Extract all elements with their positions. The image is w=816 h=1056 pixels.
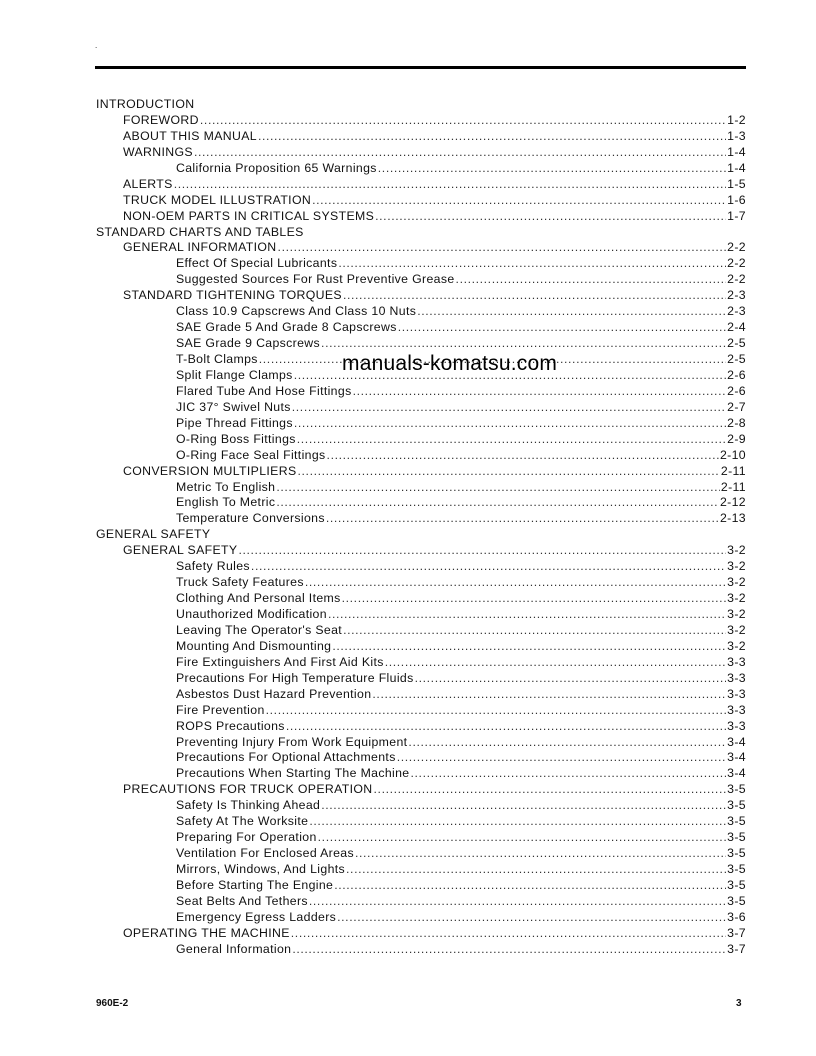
dot-leader <box>456 272 727 288</box>
dot-leader <box>374 782 727 798</box>
toc-entry-title: Pipe Thread Fittings <box>176 415 293 430</box>
toc-page-number: 2-6 <box>727 367 746 382</box>
toc-entry-title: Fire Prevention <box>176 702 265 717</box>
toc-page-number: 2-11 <box>720 479 746 494</box>
toc-entry-title: GENERAL SAFETY <box>123 543 238 558</box>
toc-entry-title: Preparing For Operation <box>176 830 317 845</box>
toc-section[interactable] <box>96 225 746 241</box>
toc-entry-title: Split Flange Clamps <box>176 367 293 382</box>
dot-leader <box>294 416 726 432</box>
toc-page-number: 3-7 <box>727 941 746 956</box>
toc-page-number: 3-2 <box>727 638 746 653</box>
toc-entry-title: Precautions For High Temperature Fluids <box>176 670 414 685</box>
toc-page-number: 2-9 <box>727 431 746 446</box>
toc-entry[interactable] <box>96 288 746 304</box>
toc-entry[interactable] <box>96 846 746 862</box>
toc-entry[interactable] <box>96 814 746 830</box>
toc-section-title: GENERAL SAFETY <box>96 527 211 542</box>
dot-leader <box>276 495 719 511</box>
toc-entry[interactable] <box>96 432 746 448</box>
table-of-contents <box>96 97 746 958</box>
toc-page-number: 1-6 <box>727 192 746 207</box>
toc-page-number: 1-7 <box>727 208 746 223</box>
toc-entry-title: Temperature Conversions <box>176 511 325 526</box>
toc-entry-title: SAE Grade 5 And Grade 8 Capscrews <box>176 320 397 335</box>
toc-page-number: 2-8 <box>727 415 746 430</box>
toc-page-number: 3-2 <box>727 622 746 637</box>
dot-leader <box>194 145 726 161</box>
toc-entry-title: GENERAL INFORMATION <box>123 240 277 255</box>
toc-entry[interactable] <box>96 830 746 846</box>
toc-page-number: 3-2 <box>727 559 746 574</box>
toc-page-number: 3-5 <box>727 830 746 845</box>
toc-entry-title: O-Ring Face Seal Fittings <box>176 447 326 462</box>
toc-entry-title: Flared Tube And Hose Fittings <box>176 383 352 398</box>
toc-page-number: 3-6 <box>727 909 746 924</box>
toc-entry-title: Emergency Egress Ladders <box>176 909 337 924</box>
toc-entry-title: Leaving The Operator's Seat <box>176 622 343 637</box>
toc-page-number: 3-5 <box>727 893 746 908</box>
toc-page-number: 3-3 <box>727 718 746 733</box>
toc-entry[interactable] <box>96 766 746 782</box>
dot-leader <box>397 750 726 766</box>
dot-leader <box>312 193 726 209</box>
footer-model: 960E-2 <box>96 998 129 1009</box>
dot-leader <box>346 862 726 878</box>
toc-entry-title: O-Ring Boss Fittings <box>176 431 296 446</box>
dot-leader <box>342 591 727 607</box>
toc-page-number: 3-5 <box>727 798 746 813</box>
toc-entry-title: NON-OEM PARTS IN CRITICAL SYSTEMS <box>123 208 375 223</box>
toc-page-number: 3-4 <box>727 750 746 765</box>
toc-page-number: 2-10 <box>719 447 746 462</box>
toc-entry[interactable] <box>96 400 746 416</box>
dot-leader <box>332 639 726 655</box>
toc-page-number: 1-4 <box>727 160 746 175</box>
dot-leader <box>309 814 726 830</box>
toc-entry[interactable] <box>96 177 746 193</box>
toc-section[interactable] <box>96 527 746 543</box>
toc-entry-title: Fire Extinguishers And First Aid Kits <box>176 654 384 669</box>
toc-page-number: 3-5 <box>727 782 746 797</box>
toc-entry[interactable] <box>96 161 746 177</box>
toc-entry-title: California Proposition 65 Warnings <box>176 160 377 175</box>
toc-entry-title: Safety Rules <box>176 559 250 574</box>
toc-entry[interactable] <box>96 480 746 496</box>
toc-entry[interactable] <box>96 145 746 161</box>
toc-page-number: 2-5 <box>727 352 746 366</box>
dot-leader <box>411 766 727 782</box>
toc-entry[interactable] <box>96 272 746 288</box>
dot-leader <box>298 464 720 480</box>
toc-entry[interactable] <box>96 591 746 607</box>
toc-entry-title: Precautions For Optional Attachments <box>176 750 396 765</box>
toc-entry-title: Mounting And Dismounting <box>176 638 332 653</box>
dot-leader <box>338 256 726 272</box>
toc-entry[interactable] <box>96 735 746 751</box>
toc-entry[interactable] <box>96 320 746 336</box>
toc-page-number: 2-3 <box>727 304 746 319</box>
toc-page-number: 2-12 <box>719 495 746 510</box>
dot-leader <box>297 432 726 448</box>
toc-entry-title: Unauthorized Modification <box>176 607 327 621</box>
toc-page-number: 1-4 <box>727 144 746 159</box>
toc-page-number: 3-5 <box>727 846 746 861</box>
toc-entry[interactable] <box>96 193 746 209</box>
toc-page-number: 3-5 <box>727 862 746 876</box>
toc-entry-title: PRECAUTIONS FOR TRUCK OPERATION <box>123 782 373 797</box>
dot-leader <box>417 304 726 320</box>
toc-entry[interactable] <box>96 304 746 320</box>
toc-entry-title: English To Metric <box>176 495 276 510</box>
toc-entry-title: Preventing Injury From Work Equipment <box>176 734 408 749</box>
dot-leader <box>266 703 727 719</box>
toc-entry[interactable] <box>96 910 746 926</box>
toc-entry[interactable] <box>96 575 746 591</box>
toc-entry-title: WARNINGS <box>123 144 193 159</box>
toc-page-number: 2-7 <box>727 399 746 414</box>
dot-leader <box>305 575 726 591</box>
toc-page-number: 3-3 <box>727 686 746 701</box>
dot-leader <box>318 830 727 846</box>
toc-entry[interactable] <box>96 750 746 766</box>
dot-leader <box>353 384 727 400</box>
dot-leader <box>174 177 726 193</box>
toc-page-number: 3-2 <box>727 591 746 606</box>
toc-entry-title: Ventilation For Enclosed Areas <box>176 846 354 861</box>
toc-page-number: 3-2 <box>727 543 746 558</box>
toc-page-number: 2-4 <box>727 320 746 335</box>
toc-page-number: 3-4 <box>727 766 746 781</box>
dot-leader <box>278 240 727 256</box>
toc-page-number: 3-5 <box>727 877 746 892</box>
dot-leader <box>251 559 726 575</box>
dot-leader <box>321 336 726 352</box>
toc-entry[interactable] <box>96 862 746 878</box>
toc-entry[interactable] <box>96 448 746 464</box>
toc-entry[interactable] <box>96 703 746 719</box>
toc-entry[interactable] <box>96 256 746 272</box>
toc-entry-title: ROPS Precautions <box>176 718 285 733</box>
toc-page-number: 1-3 <box>727 128 746 143</box>
toc-entry-title: Effect Of Special Lubricants <box>176 256 338 271</box>
toc-entry[interactable] <box>96 878 746 894</box>
toc-entry-title: Seat Belts And Tethers <box>176 893 308 908</box>
toc-entry-title: Metric To English <box>176 479 276 494</box>
toc-entry-title: OPERATING THE MACHINE <box>123 925 290 940</box>
dot-leader <box>286 719 726 735</box>
toc-section-title: INTRODUCTION <box>96 97 195 111</box>
toc-entry[interactable] <box>96 559 746 575</box>
toc-entry[interactable] <box>96 655 746 671</box>
toc-entry-title: ABOUT THIS MANUAL <box>123 128 257 143</box>
toc-entry[interactable] <box>96 671 746 687</box>
toc-entry[interactable] <box>96 464 746 480</box>
dot-leader <box>292 400 726 416</box>
dot-leader <box>375 209 726 225</box>
toc-page-number: 3-7 <box>727 925 746 940</box>
toc-page-number: 2-3 <box>727 288 746 303</box>
dot-leader <box>292 942 726 958</box>
dot-leader <box>398 320 726 336</box>
toc-entry[interactable] <box>96 416 746 432</box>
dot-leader <box>258 129 726 145</box>
toc-entry-title: STANDARD TIGHTENING TORQUES <box>123 288 342 303</box>
toc-page-number: 2-2 <box>727 272 746 287</box>
dot-leader <box>327 448 719 464</box>
toc-entry[interactable] <box>96 209 746 225</box>
toc-page-number: 2-13 <box>719 511 746 526</box>
toc-entry-title: Class 10.9 Capscrews And Class 10 Nuts <box>176 304 417 319</box>
toc-page-number: 3-4 <box>727 734 746 749</box>
toc-entry[interactable] <box>96 687 746 703</box>
toc-entry[interactable] <box>96 384 746 400</box>
dot-leader <box>372 687 726 703</box>
toc-page-number: 1-5 <box>727 176 746 191</box>
toc-page-number: 2-2 <box>727 240 746 255</box>
toc-entry[interactable] <box>96 607 746 623</box>
toc-entry[interactable] <box>96 719 746 735</box>
toc-entry-title: CONVERSION MULTIPLIERS <box>123 463 297 478</box>
toc-entry[interactable] <box>96 113 746 129</box>
toc-page-number: 2-6 <box>727 383 746 398</box>
toc-section[interactable] <box>96 97 746 113</box>
toc-entry[interactable] <box>96 511 746 527</box>
dot-leader <box>337 910 726 926</box>
toc-entry[interactable] <box>96 543 746 559</box>
toc-entry-title: General Information <box>176 941 292 956</box>
footer-page-number: 3 <box>736 998 742 1009</box>
toc-entry[interactable] <box>96 798 746 814</box>
toc-entry[interactable] <box>96 129 746 145</box>
header-mark: . <box>95 41 98 50</box>
toc-page-number: 3-5 <box>727 814 746 829</box>
toc-entry[interactable] <box>96 623 746 639</box>
watermark-text: manuals-komatsu.com <box>342 352 558 375</box>
toc-entry[interactable] <box>96 336 746 352</box>
toc-entry[interactable] <box>96 639 746 655</box>
toc-entry-title: Asbestos Dust Hazard Prevention <box>176 686 372 701</box>
toc-entry-title: ALERTS <box>123 176 173 191</box>
dot-leader <box>276 480 720 496</box>
toc-entry[interactable] <box>96 240 746 256</box>
toc-entry-title: T-Bolt Clamps <box>176 352 258 366</box>
toc-entry-title: Safety Is Thinking Ahead <box>176 798 321 813</box>
toc-page-number: 3-3 <box>727 702 746 717</box>
toc-entry[interactable] <box>96 926 746 942</box>
dot-leader <box>415 671 727 687</box>
toc-entry-title: TRUCK MODEL ILLUSTRATION <box>123 192 312 207</box>
toc-page-number: 2-2 <box>727 256 746 271</box>
dot-leader <box>355 846 726 862</box>
toc-page-number: 3-3 <box>727 654 746 669</box>
toc-entry[interactable] <box>96 782 746 798</box>
toc-entry[interactable] <box>96 942 746 958</box>
toc-entry-title: Safety At The Worksite <box>176 814 309 829</box>
dot-leader <box>326 511 719 527</box>
toc-entry-title: Before Starting The Engine <box>176 877 334 892</box>
dot-leader <box>328 607 726 623</box>
toc-section-title: STANDARD CHARTS AND TABLES <box>96 224 304 239</box>
dot-leader <box>334 878 726 894</box>
toc-entry-title: Suggested Sources For Rust Preventive Grease <box>176 272 455 287</box>
toc-page-number: 3-2 <box>727 607 746 621</box>
header-rule <box>95 66 746 69</box>
dot-leader <box>378 161 726 177</box>
toc-entry-title: FOREWORD <box>123 112 199 127</box>
toc-page-number: 2-5 <box>727 336 746 351</box>
toc-entry-title: Precautions When Starting The Machine <box>176 766 410 781</box>
toc-entry-title: JIC 37° Swivel Nuts <box>176 399 291 414</box>
dot-leader <box>238 543 726 559</box>
dot-leader <box>321 798 726 814</box>
dot-leader <box>291 926 726 942</box>
dot-leader <box>200 113 726 129</box>
toc-entry-title: Truck Safety Features <box>176 575 304 590</box>
dot-leader <box>343 288 726 304</box>
toc-page-number: 3-2 <box>727 575 746 590</box>
dot-leader <box>343 623 726 639</box>
toc-entry-title: SAE Grade 9 Capscrews <box>176 336 321 351</box>
toc-page-number: 3-3 <box>727 670 746 685</box>
dot-leader <box>408 735 726 751</box>
dot-leader <box>309 894 726 910</box>
toc-entry-title: Clothing And Personal Items <box>176 591 341 606</box>
toc-page-number: 2-11 <box>720 463 746 478</box>
toc-entry[interactable] <box>96 495 746 511</box>
toc-entry-title: Mirrors, Windows, And Lights <box>176 862 346 876</box>
toc-page-number: 1-2 <box>727 112 746 127</box>
toc-entry[interactable] <box>96 894 746 910</box>
dot-leader <box>385 655 726 671</box>
